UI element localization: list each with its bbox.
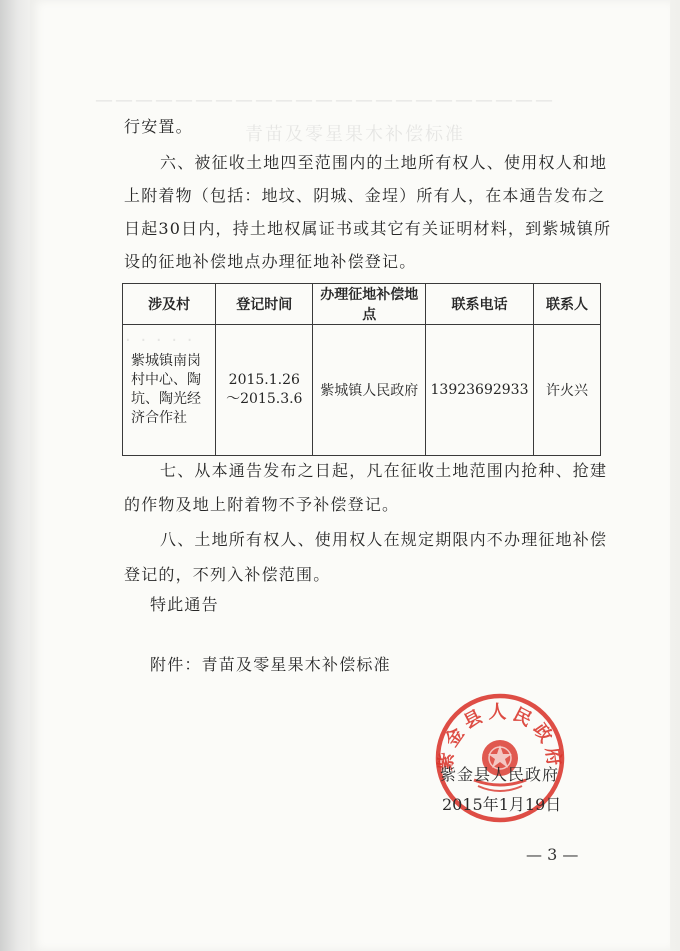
text-line: 上附着物（包括：地坟、阴城、金埕）所有人，在本通告发布之 [124,186,606,205]
page-number: — 3 — [526,845,579,864]
column-header: 办理征地补偿地点 [313,284,426,325]
closing-notice: 特此通告 [150,595,219,614]
bleed-through-title: 青苗及零星果木补偿标准 [245,124,465,145]
text-line: 登记的，不列入补偿范围。 [124,565,331,584]
registration-table [122,283,601,456]
issuer-name: 紫金县人民政府 [440,765,560,784]
column-header: 联系电话 [426,284,534,325]
issue-date: 2015年1月19日 [442,795,562,814]
attachment-note: 附件：青苗及零星果木补偿标准 [150,655,391,674]
table-header-row [123,284,601,325]
phone-cell: 13923692933 [426,325,534,456]
bleed-through-rule: ——————————————————————— [95,90,555,111]
bleed-through-text: · · · · · [125,330,195,351]
date-start: 2015.1.26 [228,372,300,388]
column-header: 联系人 [533,284,600,325]
seal-text: 紫金县人民政府 [435,702,565,772]
column-header: 登记时间 [216,284,313,325]
text-line: 八、土地所有权人、使用权人在规定期限内不办理征地补偿 [160,530,608,549]
text-line: 日起30日内，持土地权属证书或其它有关证明材料，到紫城镇所 [124,219,612,238]
date-cell [216,325,313,456]
text-line: 行安置。 [124,117,193,136]
text-line: 七、从本通告发布之日起，凡在征收土地范围内抢种、抢建 [160,461,608,480]
text-line: 六、被征收土地四至范围内的土地所有权人、使用权人和地 [160,153,608,172]
date-end: ～2015.3.6 [226,391,303,407]
text-line: 的作物及地上附着物不予补偿登记。 [124,495,400,514]
text-line: 设的征地补偿地点办理征地补偿登记。 [124,252,417,271]
contact-cell: 许火兴 [533,325,600,456]
column-header: 涉及村 [123,284,216,325]
village-cell: 紫城镇南岗村中心、陶坑、陶光经济合作社 [123,325,216,456]
table-row [123,325,601,456]
location-cell: 紫城镇人民政府 [313,325,426,456]
